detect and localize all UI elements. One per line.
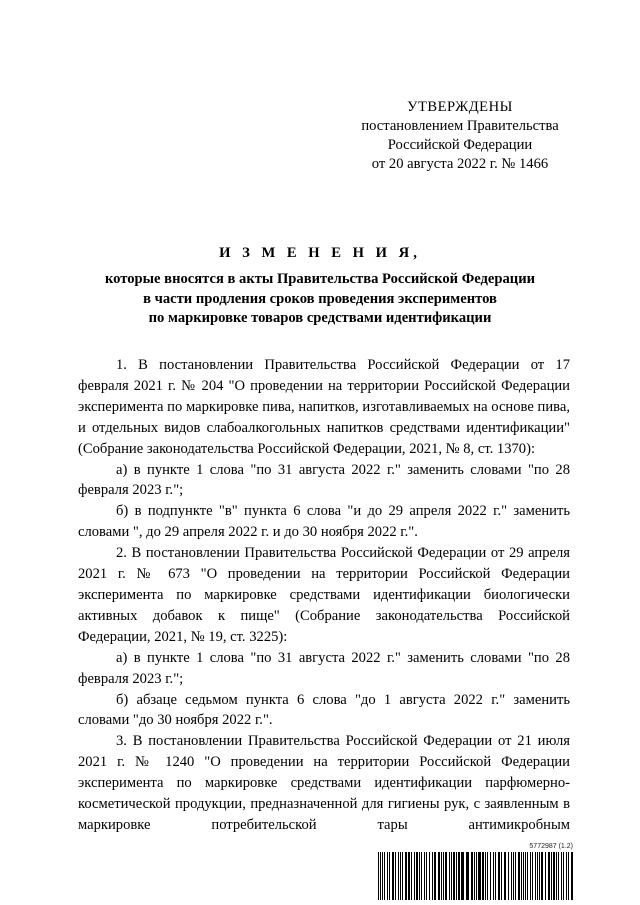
document-barcode (378, 843, 573, 901)
document-body (78, 355, 570, 836)
barcode-number: 5772987 (1.2) (529, 843, 573, 850)
approval-line-date: от 20 августа 2022 г. № 1466 (371, 156, 549, 172)
document-title: И З М Е Н Е Н И Я, (219, 245, 421, 261)
approval-line-resolution: постановлением Правительства (361, 118, 559, 134)
paragraph-1a: а) в пункте 1 слова "по 31 августа 2022 г." заменить словами "по 28 февраля 2023 г."; (78, 461, 570, 499)
document-subtitle (60, 270, 580, 329)
paragraph-2b: б) абзаце седьмом пункта 6 слова "до 1 августа 2022 г." заменить словами "до 30 ноября 2022 г.". (78, 691, 570, 729)
approval-line-country: Российской Федерации (387, 137, 533, 153)
paragraph-1: 1. В постановлении Правительства Российской Федерации от 17 февраля 2021 г. № 204 "О проведении на территории Российской Федерации эксперимента по маркировке пива, напитков, изготавливаемых на основе пива, и отдельных видов слабоалкогольных напитков средствами идентификации" (Собрание законодательства Российской Федерации, 2021, № 8, ст. 1370): (78, 357, 570, 457)
subtitle-line-1: которые вносятся в акты Правительства Российской Федерации (104, 271, 536, 287)
paragraph-2a: а) в пункте 1 слова "по 31 августа 2022 г." заменить словами "по 28 февраля 2023 г."; (78, 649, 570, 687)
approval-heading: УТВЕРЖДЕНЫ (407, 99, 513, 115)
paragraph-2: 2. В постановлении Правительства Российской Федерации от 29 апреля 2021 г. № 673 "О проведении на территории Российской Федерации эксперимента по маркировке средствами идентификации биологически активных добавок к пище" (Собрание законодательства Российской Федерации, 2021, № 19, ст. 3225): (78, 545, 570, 645)
approval-stamp (340, 98, 580, 174)
subtitle-line-3: по маркировке товаров средствами идентификации (148, 310, 492, 326)
paragraph-3: 3. В постановлении Правительства Российской Федерации от 21 июля 2021 г. № 1240 "О проведении на территории Российской Федерации эксперимента по маркировке средствами идентификации парфюмерно-косметической продукции, предназначенной для гигиены рук, с заявленным в маркировке потребительской тары антимикробным (78, 733, 570, 833)
paragraph-1b: б) в подпункте "в" пункта 6 слова "и до 29 апреля 2022 г." заменить словами ", до 29 апреля 2022 г. и до 30 ноября 2022 г.". (78, 503, 570, 541)
barcode-icon (378, 852, 573, 900)
subtitle-line-2: в части продления сроков проведения экспериментов (143, 290, 497, 307)
